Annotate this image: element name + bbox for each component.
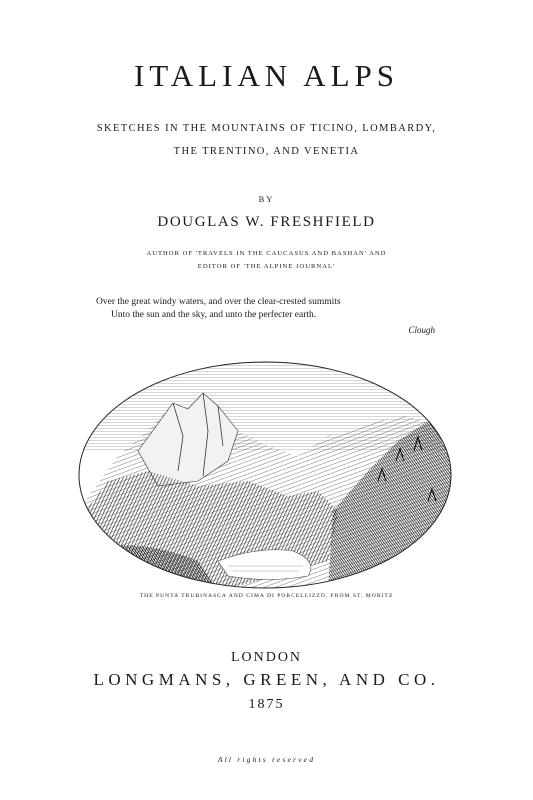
author-credits-line-2: EDITOR OF 'THE ALPINE JOURNAL' xyxy=(197,263,336,270)
epigraph-line-2: Unto the sun and the sky, and unto the perfecter earth. xyxy=(111,310,317,320)
subtitle-line-1: SKETCHES IN THE MOUNTAINS OF TICINO, LOMBARDY, xyxy=(96,123,437,134)
epigraph-attribution: Clough xyxy=(408,325,435,335)
book-title: ITALIAN ALPS xyxy=(133,58,400,93)
by-line: BY xyxy=(258,194,275,204)
imprint-year: 1875 xyxy=(248,697,285,712)
rights-notice: All rights reserved xyxy=(217,755,316,764)
engraving-caption: THE PUNTA TRUBINASCA AND CIMA DI PORCELLIZZO, FROM ST. MORITZ xyxy=(139,593,394,599)
imprint-publisher: LONGMANS, GREEN, AND CO. xyxy=(93,670,440,689)
mountain-engraving xyxy=(78,361,452,589)
author-name: DOUGLAS W. FRESHFIELD xyxy=(157,214,376,230)
epigraph-line-1: Over the great windy waters, and over the clear-crested summits xyxy=(96,297,341,307)
author-credits-line-1: AUTHOR OF 'TRAVELS IN THE CAUCASUS AND BASHAN' AND xyxy=(146,250,387,257)
subtitle-line-2: THE TRENTINO, AND VENETIA xyxy=(173,146,360,157)
imprint-city: LONDON xyxy=(230,650,303,665)
